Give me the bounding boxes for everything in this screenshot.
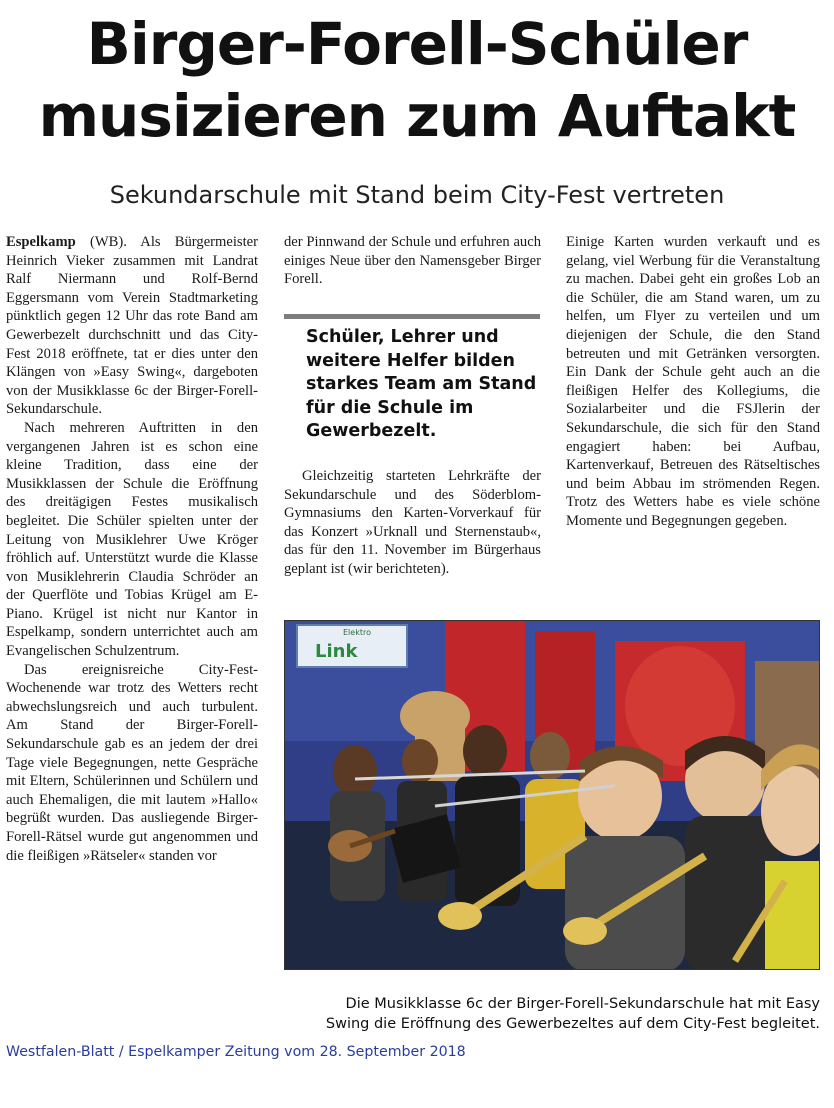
paragraph: Einige Karten wurden verkauft und es gelang, viel Werbung für die Veranstaltung zu machen. Dabei geht ein großes Lob an die Schüler, die am Stand waren, um zu helfen, um Flyer zu verteilen und um diejenigen der Schule, die den Stand betreuten und mit Getränken versorgten. Ein Dank der Schule geht auch an die fleißigen Helfer des Kollegiums, die Sozialarbeiter und die FSJlerin der Sekundarschule, die sich für den Stand engagiert haben: bei Aufbau, Kartenverkauf, Betreuen des Rätseltisches und beim Abbau im strömenden Regen. Trotz des Wetters habe es viele schöne Momente und Begegnungen gegeben.	[566, 234, 820, 529]
paragraph	[6, 233, 258, 419]
article-photo	[284, 620, 820, 970]
photo-illustration	[285, 621, 820, 970]
photo-sign-small: Elektro	[343, 628, 371, 637]
paragraph: der Pinnwand der Schule und erfuhren auch einiges Neue über den Namensgeber Birger Forell.	[284, 234, 541, 288]
paragraph: Nach mehreren Auftritten in den vergangenen Jahren ist es schon eine kleine Tradition, dass eine der Musikklassen der Schule die Eröffnung des dreitägigen Festes musikalisch begleitet. Die Schüler spielten unter der Leitung von Musiklehrer Uwe Kröger fröhlich auf. Unterstützt wurde die Klasse von Musiklehrerin Claudia Schröder an der Querflöte und Tobias Krügel am E-Piano. Krügel ist nicht nur Kantor in Espelkamp, sondern unterrichtet auch am Evangelischen Schulzentrum.	[6, 419, 258, 660]
subheadline: Sekundarschule mit Stand beim City-Fest vertreten	[109, 181, 725, 209]
dateline: Espelkamp	[6, 234, 76, 250]
caption-line-1: Die Musikklasse 6c der Birger-Forell-Sekundarschule hat mit Easy	[345, 996, 820, 1012]
article-column-2-continued	[284, 467, 541, 579]
headline-line-1: Birger-Forell-Schüler	[86, 10, 748, 78]
paragraph-text: (WB). Als Bürgermeister Heinrich Vieker zusammen mit Landrat Ralf Niermann und Rolf-Bernd Eggersmann vom Verein Stadtmarketing pünktlich gegen 12 Uhr das rote Band am Gewerbezelt durchschnitt und das City-Fest 2018 eröffnete, tat er dies unter den Klängen von »Easy Swing«, dargeboten von der Musikklasse 6c der Birger-Forell-Sekundarschule.	[6, 234, 258, 418]
photo-caption	[284, 994, 820, 1034]
photo-sign-text: Link	[315, 641, 358, 662]
headline-line-2: musizieren zum Auftakt	[38, 82, 796, 150]
pullquote-bar	[284, 314, 540, 319]
headline	[0, 8, 834, 152]
caption-line-2: Swing die Eröffnung des Gewerbezeltes auf dem City-Fest begleitet.	[325, 1016, 820, 1032]
paragraph: Das ereignisreiche City-Fest-Wochenende war trotz des Wetters recht abwechslungsreich und auch turbulent. Am Stand der Birger-Forell-Sekundarschule gab es an jedem der drei Tage viele Begegnungen, nette Gespräche mit Eltern, Schülerinnen und Schülern und auch Ehemaligen, die mit lautem »Hallo« begrüßt wurden. Das ausliegende Birger-Forell-Rätsel wurde gut angenommen und die fleißigen »Rätseler« standen vor	[6, 661, 258, 864]
source-credit: Westfalen-Blatt / Espelkamper Zeitung vom 28. September 2018	[6, 1044, 466, 1060]
paragraph: Gleichzeitig starteten Lehrkräfte der Sekundarschule und des Söderblom-Gymnasiums den Karten-Vorverkauf für das Konzert »Urknall und Sternenstaub«, das für den 11. November im Bürgerhaus geplant ist (wir berichteten).	[284, 468, 541, 577]
article-column-1	[6, 233, 258, 865]
pullquote: Schüler, Lehrer und weitere Helfer bilden starkes Team am Stand für die Schule im Gewerbezelt.	[306, 327, 537, 441]
article-column-2	[284, 233, 541, 289]
article-column-3	[566, 233, 820, 531]
